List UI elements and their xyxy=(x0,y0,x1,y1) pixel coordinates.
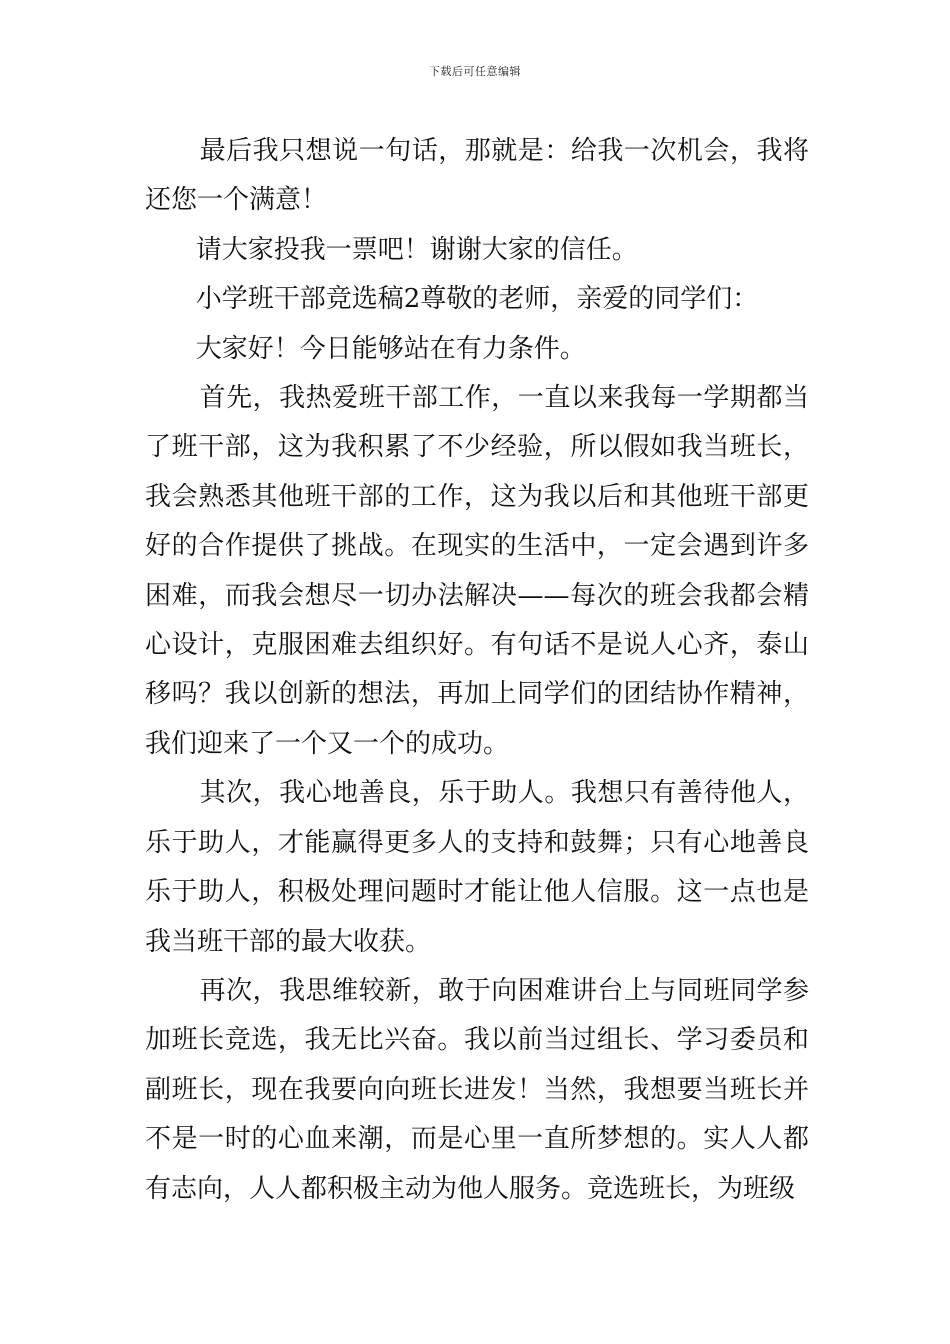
paragraph-closing-statement: 最后我只想说一句话，那就是：给我一次机会，我将还您一个满意！ xyxy=(145,136,809,216)
paragraph-third-point: 再次，我思维较新，敢于向困难讲台上与同班同学参加班长竞选，我无比兴奋。我以前当过组长、学习委员和副班长，现在我要向向班长进发！当然，我想要当班长并不是一时的心血来潮，而是心里一直所梦想的。实人人都有志向，人人都积极主动为他人服务。竞选班长，为班级 xyxy=(145,975,809,1204)
paragraph-second-point: 其次，我心地善良，乐于助人。我想只有善待他人，乐于助人，才能赢得更多人的支持和鼓舞；只有心地善良乐于助人，积极处理问题时才能让他人信服。这一点也是我当班干部的最大收获。 xyxy=(145,778,809,957)
paragraph-vote-request: 请大家投我一票吧！谢谢大家的信任。 xyxy=(195,234,638,265)
paragraph-greeting: 大家好！今日能够站在有力条件。 xyxy=(195,333,586,364)
paragraph-first-point: 首先，我热爱班干部工作，一直以来我每一学期都当了班干部，这为我积累了不少经验，所以假如我当班长，我会熟悉其他班干部的工作，这为我以后和其他班干部更好的合作提供了挑战。在现实的生活中，一定会遇到许多困难，而我会想尽一切办法解决——每次的班会我都会精心设计，克服困难去组织好。有句话不是说人心齐，泰山移吗？我以创新的想法，再加上同学们的团结协作精神，我们迎来了一个又一个的成功。 xyxy=(145,383,809,759)
document-body xyxy=(145,127,809,1214)
paragraph-speech-title: 小学班干部竞选稿2尊敬的老师，亲爱的同学们： xyxy=(195,284,759,315)
page-header: 下载后可任意编辑 xyxy=(429,65,521,78)
